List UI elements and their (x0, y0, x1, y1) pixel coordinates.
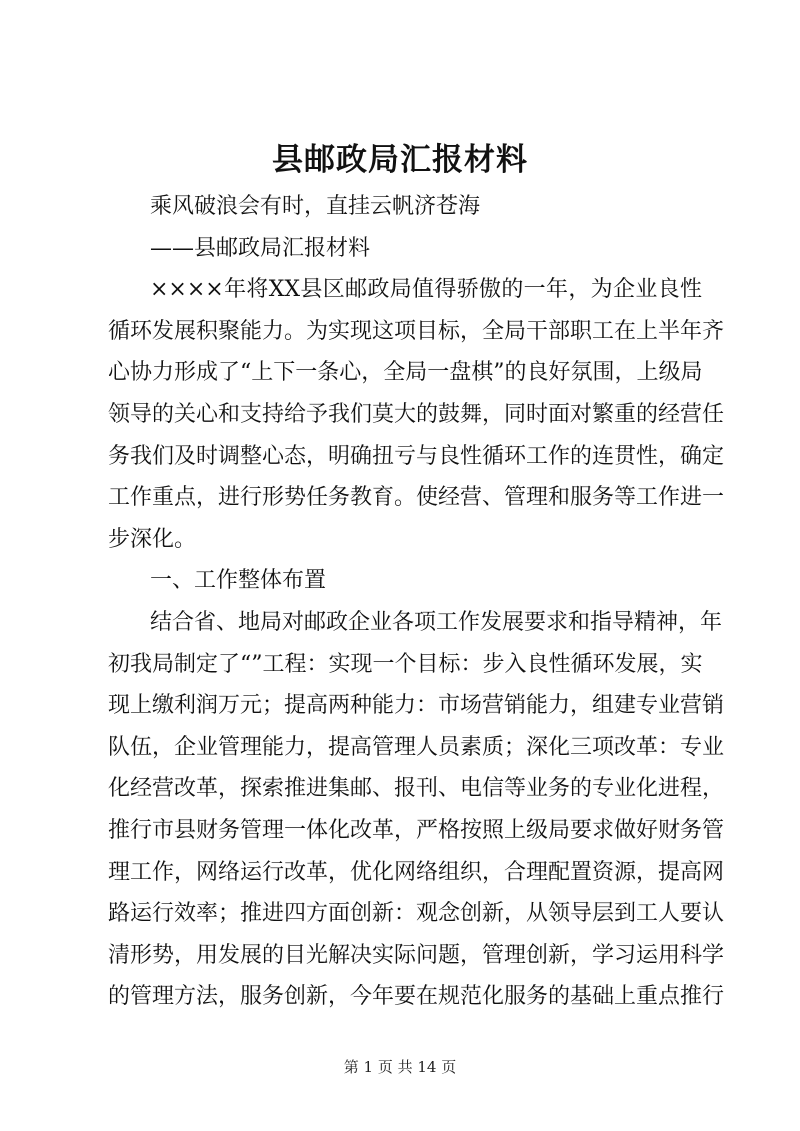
paragraph-line: 现上缴利润万元；提高两种能力：市场营销能力，组建专业营销 (108, 693, 725, 719)
paragraph-line: ××××年将XX县区邮政局值得骄傲的一年，为企业良性 (150, 277, 702, 303)
paragraph-line: 步深化。 (108, 526, 197, 552)
paragraph-line: 务我们及时调整心态，明确扭亏与良性循环工作的连贯性，确定 (108, 443, 725, 469)
paragraph-line: 理工作，网络运行改革，优化网络组织，合理配置资源，提高网 (108, 859, 725, 885)
paragraph-line: 的管理方法，服务创新，今年要在规范化服务的基础上重点推行 (108, 984, 725, 1010)
paragraph-line: 心协力形成了“上下一条心，全局一盘棋”的良好氛围，上级局 (108, 360, 703, 386)
paragraph-line: 推行市县财务管理一体化改革，严格按照上级局要求做好财务管 (108, 817, 725, 843)
paragraph-line: 清形势，用发展的目光解决实际问题，管理创新，学习运用科学 (108, 942, 725, 968)
document-title: 县邮政局汇报材料 (272, 142, 528, 178)
section-heading: 一、工作整体布置 (150, 568, 327, 594)
subtitle-attribution: ——县邮政局汇报材料 (150, 235, 371, 261)
paragraph-line: 结合省、地局对邮政企业各项工作发展要求和指导精神，年 (150, 609, 723, 635)
subtitle-line: 乘风破浪会有时，直挂云帆济苍海 (150, 194, 481, 219)
paragraph-line: 工作重点，进行形势任务教育。使经营、管理和服务等工作进一 (108, 485, 725, 511)
paragraph-line: 初我局制定了“”工程：实现一个目标：步入良性循环发展，实 (108, 651, 703, 677)
paragraph-line: 路运行效率；推进四方面创新：观念创新，从领导层到工人要认 (108, 901, 725, 927)
paragraph-line: 循环发展积聚能力。为实现这项目标，全局干部职工在上半年齐 (108, 318, 725, 344)
page-number-footer: 第 1 页 共 14 页 (343, 1058, 457, 1076)
paragraph-line: 领导的关心和支持给予我们莫大的鼓舞，同时面对繁重的经营任 (108, 401, 725, 427)
document-body (108, 186, 725, 1018)
paragraph-line: 队伍，企业管理能力，提高管理人员素质；深化三项改革：专业 (108, 734, 725, 760)
paragraph-line: 化经营改革，探索推进集邮、报刊、电信等业务的专业化进程， (108, 776, 725, 802)
